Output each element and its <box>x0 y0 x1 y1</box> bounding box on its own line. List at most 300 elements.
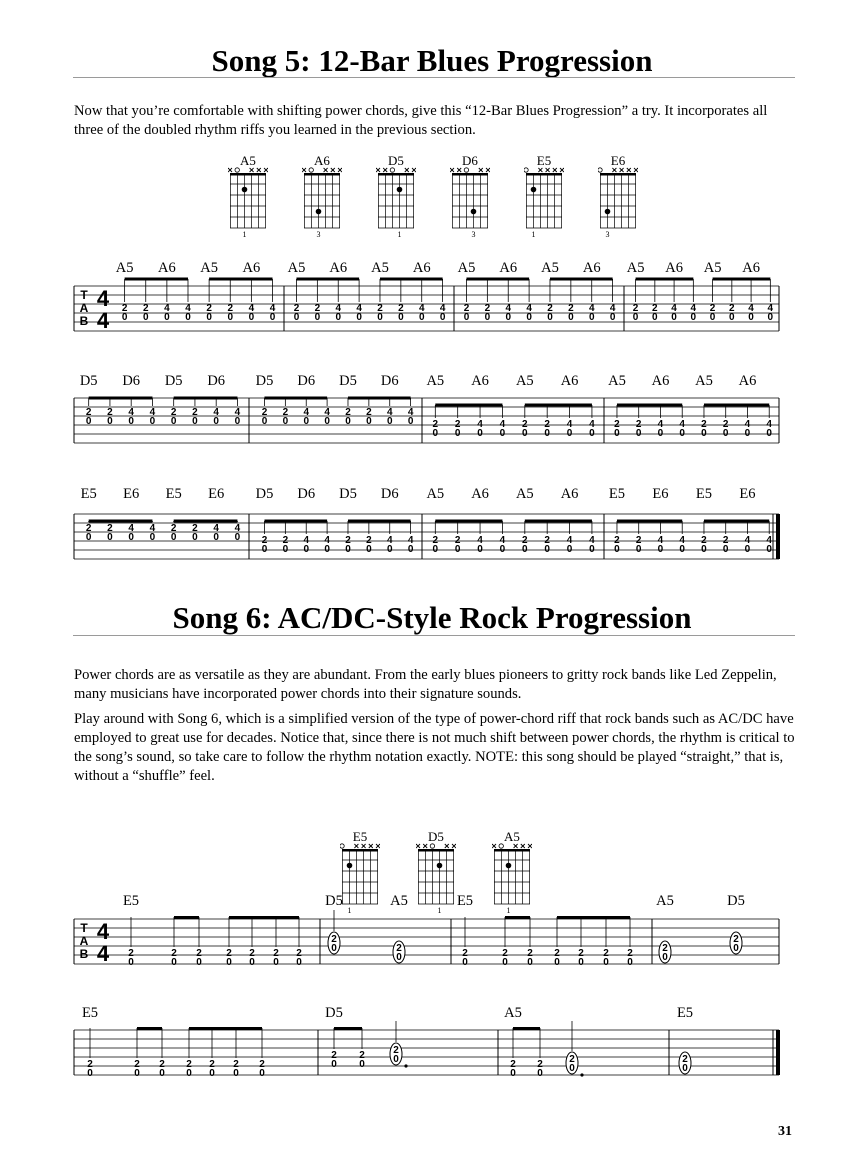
fret-number: 0 <box>499 428 506 439</box>
fret-number: 4 <box>748 303 754 314</box>
fret-number: 0 <box>766 428 772 439</box>
song6-paragraph-1: Power chords are as versatile as they are abundant. From the early blues pioneers to gritty rock bands like Led Zeppelin, many musicians have incorporated power chords into their signature sounds. <box>74 667 777 702</box>
chord-label: D5 <box>339 486 357 502</box>
fret-number: 2 <box>701 419 707 430</box>
fret-number: 0 <box>234 416 241 427</box>
fret-number: 2 <box>296 948 302 959</box>
fret-number: 4 <box>477 535 483 546</box>
fret-number: 4 <box>407 407 414 418</box>
chord-label: A5 <box>115 260 134 276</box>
fret-number: 4 <box>164 303 170 314</box>
chord-label: A5 <box>656 893 674 909</box>
fret-number: 2 <box>733 934 739 945</box>
fret-number: 2 <box>159 1059 165 1070</box>
fret-number: 2 <box>331 1050 337 1061</box>
chord-label: E6 <box>123 486 140 502</box>
fret-number: 0 <box>566 544 573 555</box>
fret-number: 4 <box>566 419 573 430</box>
fret-number: 0 <box>324 544 330 555</box>
fret-number: 0 <box>356 312 362 323</box>
fret-number: 4 <box>356 303 362 314</box>
chord-label: E5 <box>695 486 713 502</box>
fret-number: 0 <box>522 544 528 555</box>
tab-clef-letter: T <box>80 921 88 935</box>
fret-number: 2 <box>522 419 528 430</box>
chord-label: A5 <box>390 893 408 909</box>
fret-number: 0 <box>614 544 620 555</box>
fret-number: 0 <box>398 312 404 323</box>
fret-number: 0 <box>589 428 595 439</box>
fret-number: 0 <box>213 416 219 427</box>
fret-number: 2 <box>196 948 202 959</box>
fret-number: 2 <box>273 948 279 959</box>
fret-number: 0 <box>128 957 134 968</box>
beam <box>513 1027 540 1030</box>
fret-number: 0 <box>614 428 620 439</box>
fret-number: 0 <box>345 544 351 555</box>
fret-number: 4 <box>386 535 393 546</box>
fret-number: 2 <box>709 303 716 314</box>
fret-number: 0 <box>662 952 668 963</box>
fret-number: 0 <box>107 416 113 427</box>
chord-label: D5 <box>164 373 183 389</box>
chord-label: A5 <box>695 373 713 389</box>
fret-number: 0 <box>527 957 533 968</box>
fret-number: 0 <box>324 416 330 427</box>
fret-number: 2 <box>170 523 177 534</box>
fret-number: 4 <box>499 535 506 546</box>
fret-number: 0 <box>568 312 574 323</box>
fret-number: 4 <box>269 303 276 314</box>
fret-number: 4 <box>185 303 191 314</box>
fret-number: 4 <box>744 535 751 546</box>
fret-number: 0 <box>454 428 461 439</box>
fret-number: 0 <box>462 957 468 968</box>
fret-number: 4 <box>324 407 330 418</box>
fret-number: 2 <box>282 535 289 546</box>
fret-number: 2 <box>484 303 491 314</box>
chord-label: D5 <box>255 373 274 389</box>
fret-number: 2 <box>454 535 461 546</box>
fret-number: 0 <box>767 312 774 323</box>
finger-number: 3 <box>316 230 321 239</box>
fret-number: 4 <box>248 303 255 314</box>
fret-number: 0 <box>554 957 560 968</box>
chord-label: D5 <box>325 893 343 909</box>
fret-number: 0 <box>432 428 439 439</box>
fret-number: 2 <box>537 1059 543 1070</box>
tab-clef-letter: A <box>79 934 89 948</box>
fret-number: 0 <box>682 1063 688 1074</box>
page-number: 31 <box>778 1124 792 1139</box>
beam <box>137 1027 162 1030</box>
chord-label: D6 <box>122 373 141 389</box>
chord-label: D6 <box>297 373 316 389</box>
fret-number: 0 <box>569 1063 575 1074</box>
chord-label: D5 <box>325 1005 343 1021</box>
chord-label: A6 <box>742 260 760 276</box>
chord-label: E5 <box>80 486 97 502</box>
fret-number: 2 <box>396 943 402 954</box>
chord-label: A6 <box>651 373 670 389</box>
fret-number: 0 <box>609 312 616 323</box>
chord-label: E6 <box>652 486 669 502</box>
chord-label: A5 <box>608 373 626 389</box>
fret-number: 0 <box>196 957 202 968</box>
time-signature-bottom: 4 <box>96 941 110 966</box>
fret-number: 4 <box>679 419 685 430</box>
fret-number: 0 <box>690 312 697 323</box>
fret-number: 0 <box>345 416 351 427</box>
fret-number: 2 <box>614 419 620 430</box>
fret-number: 4 <box>690 303 697 314</box>
fret-number: 0 <box>679 428 685 439</box>
fret-number: 0 <box>547 312 553 323</box>
fret-number: 2 <box>206 303 212 314</box>
fret-number: 2 <box>547 303 553 314</box>
fret-number: 0 <box>170 416 177 427</box>
fret-number: 0 <box>603 957 609 968</box>
fret-number: 2 <box>432 535 439 546</box>
fret-number: 4 <box>234 523 241 534</box>
fret-number: 2 <box>227 303 234 314</box>
fret-number: 0 <box>505 312 512 323</box>
fret-number: 0 <box>484 312 491 323</box>
fret-number: 0 <box>722 544 729 555</box>
fret-number: 0 <box>701 428 707 439</box>
fret-number: 2 <box>192 407 198 418</box>
fret-number: 0 <box>209 1068 215 1079</box>
finger-number: 1 <box>242 230 247 239</box>
fret-number: 4 <box>128 407 134 418</box>
finger-number: 1 <box>397 230 402 239</box>
fret-number: 2 <box>293 303 300 314</box>
fret-number: 4 <box>609 303 616 314</box>
fret-number: 2 <box>701 535 707 546</box>
fret-number: 0 <box>407 544 414 555</box>
chord-name: E6 <box>610 153 626 168</box>
fret-number: 2 <box>578 948 584 959</box>
fret-number: 0 <box>722 428 729 439</box>
fret-number: 2 <box>87 1059 93 1070</box>
chord-label: E6 <box>208 486 225 502</box>
fret-number: 0 <box>679 544 685 555</box>
fret-number: 2 <box>632 303 639 314</box>
fret-number: 0 <box>733 943 739 954</box>
chord-label: A5 <box>426 373 445 389</box>
fret-number: 0 <box>635 428 642 439</box>
fret-number: 0 <box>386 544 393 555</box>
fret-number: 4 <box>588 303 595 314</box>
dot <box>404 1064 407 1067</box>
fret-number: 0 <box>234 532 241 543</box>
fret-number: 2 <box>432 419 439 430</box>
chord-label: E6 <box>739 486 756 502</box>
chord-label: A5 <box>200 260 218 276</box>
fret-number: 4 <box>149 407 156 418</box>
chord-label: A6 <box>471 373 489 389</box>
fret-number: 0 <box>185 312 191 323</box>
finger-number: 1 <box>347 906 352 915</box>
fret-number: 0 <box>432 544 439 555</box>
fret-number: 0 <box>709 312 716 323</box>
tab-clef-letter: B <box>79 314 89 328</box>
fret-number: 0 <box>226 957 232 968</box>
fret-number: 2 <box>527 948 533 959</box>
chord-name: E5 <box>352 829 368 844</box>
chord-label: A5 <box>515 373 534 389</box>
fret-number: 2 <box>398 303 404 314</box>
chord-name: D5 <box>428 829 444 844</box>
fret-number: 0 <box>477 428 483 439</box>
fret-number: 4 <box>657 535 664 546</box>
fret-number: 2 <box>134 1059 140 1070</box>
chord-label: A5 <box>457 260 476 276</box>
fret-number: 0 <box>544 544 550 555</box>
chord-label: D6 <box>380 373 399 389</box>
fret-number: 2 <box>121 303 128 314</box>
chord-label: A6 <box>738 373 757 389</box>
chord-label: A5 <box>287 260 306 276</box>
fret-number: 0 <box>537 1068 543 1079</box>
chord-label: A5 <box>541 260 559 276</box>
fret-number: 0 <box>526 312 532 323</box>
fret-number: 4 <box>213 407 219 418</box>
chord-label: E5 <box>676 1005 694 1021</box>
fret-number: 0 <box>134 1068 140 1079</box>
fret-number: 0 <box>233 1068 239 1079</box>
fret-number: 0 <box>652 312 658 323</box>
fret-number: 2 <box>522 535 528 546</box>
chord-label: A5 <box>515 486 534 502</box>
fret-number: 0 <box>303 544 310 555</box>
fret-number: 0 <box>171 957 177 968</box>
fret-number: 0 <box>164 312 170 323</box>
fret-number: 2 <box>614 535 620 546</box>
fret-number: 2 <box>682 1054 688 1065</box>
fret-number: 4 <box>566 535 573 546</box>
fret-number: 0 <box>282 416 289 427</box>
chord-label: A5 <box>504 1005 522 1021</box>
fret-number: 2 <box>259 1059 265 1070</box>
time-signature-top: 4 <box>96 919 110 944</box>
final-barline-thick <box>776 1030 780 1075</box>
fret-number: 2 <box>186 1059 192 1070</box>
fret-number: 0 <box>142 312 149 323</box>
fret-number: 0 <box>671 312 677 323</box>
fret-number: 0 <box>632 312 639 323</box>
fret-number: 0 <box>87 1068 93 1079</box>
fret-number: 0 <box>159 1068 165 1079</box>
fret-number: 0 <box>192 532 198 543</box>
fret-number: 4 <box>505 303 512 314</box>
tab-clef-letter: A <box>79 301 89 315</box>
fret-number: 2 <box>652 303 658 314</box>
fret-number: 2 <box>261 535 268 546</box>
fret-number: 0 <box>261 416 268 427</box>
fret-number: 0 <box>149 532 156 543</box>
fret-number: 0 <box>477 544 483 555</box>
chord-label: D6 <box>207 373 226 389</box>
chord-label: A6 <box>471 486 489 502</box>
fret-number: 2 <box>345 535 351 546</box>
fret-number: 0 <box>335 312 342 323</box>
fret-number: 2 <box>107 523 113 534</box>
fret-number: 0 <box>386 416 393 427</box>
chord-label: A5 <box>703 260 722 276</box>
fret-number: 0 <box>439 312 446 323</box>
fret-number: 4 <box>767 303 774 314</box>
chord-label: E5 <box>122 893 140 909</box>
fret-number: 2 <box>463 303 470 314</box>
chord-label: A6 <box>665 260 683 276</box>
fret-number: 0 <box>463 312 470 323</box>
fret-number: 0 <box>589 544 595 555</box>
fret-number: 0 <box>635 544 642 555</box>
fret-number: 2 <box>569 1054 575 1065</box>
fret-number: 2 <box>359 1050 365 1061</box>
fret-number: 0 <box>766 544 772 555</box>
fret-number: 2 <box>722 419 729 430</box>
fret-number: 0 <box>502 957 508 968</box>
fret-number: 0 <box>170 532 177 543</box>
fret-number: 0 <box>744 428 751 439</box>
fret-number: 2 <box>544 535 550 546</box>
fret-number: 4 <box>679 535 685 546</box>
fret-number: 0 <box>249 957 255 968</box>
fret-number: 4 <box>407 535 414 546</box>
fret-number: 4 <box>589 535 595 546</box>
fret-number: 0 <box>510 1068 516 1079</box>
chord-label: A5 <box>371 260 389 276</box>
fret-number: 2 <box>192 523 198 534</box>
fret-number: 4 <box>128 523 134 534</box>
chord-label: A6 <box>560 486 579 502</box>
fret-number: 0 <box>192 416 198 427</box>
song5-title: Song 5: 12-Bar Blues Progression <box>211 43 653 78</box>
fret-number: 4 <box>589 419 595 430</box>
song6-title: Song 6: AC/DC-Style Rock Progression <box>172 600 692 635</box>
fret-number: 4 <box>657 419 664 430</box>
fret-number: 0 <box>522 428 528 439</box>
fret-number: 0 <box>729 312 735 323</box>
fret-number: 4 <box>324 535 330 546</box>
fret-number: 2 <box>233 1059 239 1070</box>
fret-number: 0 <box>314 312 321 323</box>
fret-number: 0 <box>293 312 300 323</box>
fret-number: 4 <box>439 303 446 314</box>
finger-number: 3 <box>471 230 476 239</box>
fret-number: 4 <box>418 303 425 314</box>
fret-number: 2 <box>345 407 351 418</box>
chord-name: E5 <box>536 153 552 168</box>
fret-number: 2 <box>377 303 383 314</box>
fret-number: 0 <box>282 544 289 555</box>
fret-number: 4 <box>766 419 772 430</box>
fret-number: 4 <box>213 523 219 534</box>
chord-label: E5 <box>81 1005 99 1021</box>
chord-label: A6 <box>582 260 601 276</box>
beam <box>189 1027 262 1030</box>
time-signature-top: 4 <box>96 286 110 311</box>
finger-number: 1 <box>506 906 511 915</box>
fret-number: 0 <box>566 428 573 439</box>
fret-number: 0 <box>121 312 128 323</box>
fret-number: 4 <box>303 407 310 418</box>
tab-clef-letter: B <box>79 947 89 961</box>
tab-clef-letter: T <box>80 288 88 302</box>
fret-number: 0 <box>261 544 268 555</box>
fret-number: 2 <box>209 1059 215 1070</box>
fret-number: 2 <box>510 1059 516 1070</box>
fret-number: 2 <box>261 407 268 418</box>
chord-label: D5 <box>339 373 357 389</box>
fret-number: 2 <box>249 948 255 959</box>
fret-number: 0 <box>454 544 461 555</box>
chord-label: A6 <box>499 260 518 276</box>
fret-number: 0 <box>273 957 279 968</box>
dot <box>580 1073 583 1076</box>
fret-number: 2 <box>454 419 461 430</box>
fret-number: 4 <box>234 407 241 418</box>
fret-number: 0 <box>107 532 113 543</box>
fret-number: 2 <box>554 948 560 959</box>
fret-number: 0 <box>377 312 383 323</box>
chord-label: D5 <box>79 373 98 389</box>
fret-number: 0 <box>303 416 310 427</box>
chord-label: D6 <box>380 486 399 502</box>
fret-number: 2 <box>171 948 177 959</box>
chord-label: E5 <box>608 486 626 502</box>
fret-number: 2 <box>331 934 337 945</box>
chord-label: D5 <box>255 486 274 502</box>
song5-intro: Now that you’re comfortable with shifting power chords, give this “12-Bar Blues Progression” a try. It incorporates all three of the doubled rhythm riffs you learned in the previous section. <box>74 103 768 138</box>
fret-number: 0 <box>213 532 219 543</box>
chord-name: D6 <box>462 153 478 168</box>
fret-number: 0 <box>85 416 92 427</box>
fret-number: 0 <box>396 952 402 963</box>
fret-number: 4 <box>499 419 506 430</box>
fret-number: 2 <box>282 407 289 418</box>
chord-label: E5 <box>165 486 182 502</box>
chord-label: A6 <box>560 373 579 389</box>
chord-name: D5 <box>388 153 404 168</box>
fret-number: 2 <box>393 1045 399 1056</box>
fret-number: 0 <box>366 416 372 427</box>
finger-number: 3 <box>605 230 610 239</box>
fret-number: 0 <box>331 943 337 954</box>
fret-number: 4 <box>766 535 772 546</box>
chord-label: A6 <box>242 260 261 276</box>
fret-number: 2 <box>635 419 642 430</box>
chord-name: A5 <box>240 153 256 168</box>
chord-label: A6 <box>412 260 431 276</box>
fret-number: 0 <box>499 544 506 555</box>
fret-number: 4 <box>149 523 156 534</box>
fret-number: 2 <box>635 535 642 546</box>
fret-number: 2 <box>366 535 372 546</box>
fret-number: 0 <box>269 312 276 323</box>
chord-label: D6 <box>297 486 316 502</box>
fret-number: 2 <box>85 523 92 534</box>
fret-number: 2 <box>170 407 177 418</box>
chord-name: A5 <box>504 829 520 844</box>
fret-number: 0 <box>248 312 255 323</box>
fret-number: 2 <box>722 535 729 546</box>
fret-number: 4 <box>671 303 677 314</box>
fret-number: 0 <box>744 544 751 555</box>
fret-number: 0 <box>544 428 550 439</box>
